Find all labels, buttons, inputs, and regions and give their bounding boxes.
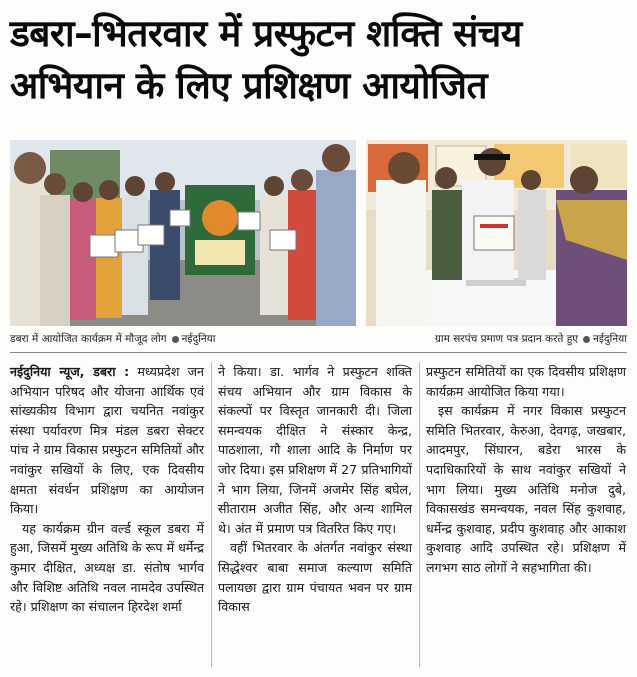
article-paragraph: यह कार्यक्रम ग्रीन वर्ल्ड स्कूल डबरा में हुआ, जिसमें मुख्य अतिथि के रूप में धर्मेन्द्र कुमार दीक्षित, अध्यक्ष डा. संतोष भार्गव और विशिष्ट अतिथि नवल नामदेव उपस्थित रहे। प्रशिक्षण का संचालन हिरदेश शर्मा bbox=[10, 520, 204, 615]
bullet-dot-icon bbox=[172, 336, 179, 343]
article-paragraph bbox=[10, 362, 204, 519]
photo-caption-left bbox=[10, 332, 216, 346]
article-paragraph: प्रस्फुटन समितियों का एक दिवसीय प्रशिक्षण कार्यक्रम आयोजित किया गया। bbox=[426, 364, 626, 399]
article-paragraph: इस कार्यक्रम में नगर विकास प्रस्फुटन समिति भितरवार, केरुआ, देवगढ़, जखबार, आदमपुर, सिंघारन, बडेरा भारस के पदाधिकारियों के साथ नवांकुर सखियों ने भाग लिया। मुख्य अतिथि मनोज दुबे, विकासखंड समन्वयक, नवल सिंह कुशवाह, धर्मेन्द्र कुशवाह, प्रदीप कुशवाह और आकाश कुशवाह आदि उपस्थित रहे। प्रशिक्षण में लगभग साठ लोगों ने सहभागिता की। bbox=[426, 403, 626, 575]
caption-right-credit: नईदुनिया bbox=[593, 333, 627, 345]
dateline: नईदुनिया न्यूज, डबरा : bbox=[10, 364, 130, 379]
column-divider bbox=[419, 362, 420, 667]
article-column-1 bbox=[10, 362, 204, 617]
photo-caption-right bbox=[435, 332, 627, 346]
article-paragraph: ने किया। डा. भार्गव ने प्रस्फुटन शक्ति संचय अभियान और ग्राम विकास के संकल्पों पर विस्तृत जानकारी दी। जिला समन्वयक दीक्षित ने संस्कार केन्द्र, पाठशाला, गौ शाला आदि के निर्माण पर जोर दिया। इस प्रशिक्षण में 27 प्रतिभागियों ने भाग लिया, जिनमें अजमेर सिंह बघेल, सीताराम अजीत सिंह, और अन्य शामिल थे। अंत में प्रमाण पत्र वितरित किए गए। bbox=[218, 364, 412, 536]
article-column-2 bbox=[218, 362, 412, 617]
caption-right-text: ग्राम सरपंच प्रमाण पत्र प्रदान करते हुए bbox=[434, 333, 579, 345]
photo-certificate-presentation bbox=[366, 140, 627, 326]
article-paragraph: वहीं भितरवार के अंतर्गत नवांकुर संस्था सिद्धेश्वर बाबा समाज कल्याण समिति पलायछा द्वारा ग्राम पंचायत भवन पर ग्राम विकास bbox=[218, 540, 412, 615]
photo-group-certificates bbox=[10, 140, 356, 326]
bullet-dot-icon bbox=[583, 336, 590, 343]
article-column-3 bbox=[426, 362, 626, 578]
separator-rule bbox=[10, 352, 627, 353]
article-text: मध्यप्रदेश जन अभियान परिषद और योजना आर्थिक एवं सांख्यकीय विभाग द्वारा चयनित नवांकुर संस्था पर्यावरण मित्र मंडल डबरा सेक्टर पांच ने ग्राम विकास प्रस्फुटन समितियों और नवांकुर सखियों के लिए, एक दिवसीय क्षमता संवर्धन प्रशिक्षण का आयोजन किया। bbox=[10, 364, 204, 517]
column-divider bbox=[211, 362, 212, 667]
caption-left-credit: नईदुनिया bbox=[181, 333, 216, 345]
caption-left-text: डबरा में आयोजित कार्यक्रम में मौजूद लोग bbox=[10, 333, 167, 345]
headline: डबरा–भितरवार में प्रस्फुटन शक्ति संचय अभियान के लिए प्रशिक्षण आयोजित bbox=[10, 12, 522, 107]
